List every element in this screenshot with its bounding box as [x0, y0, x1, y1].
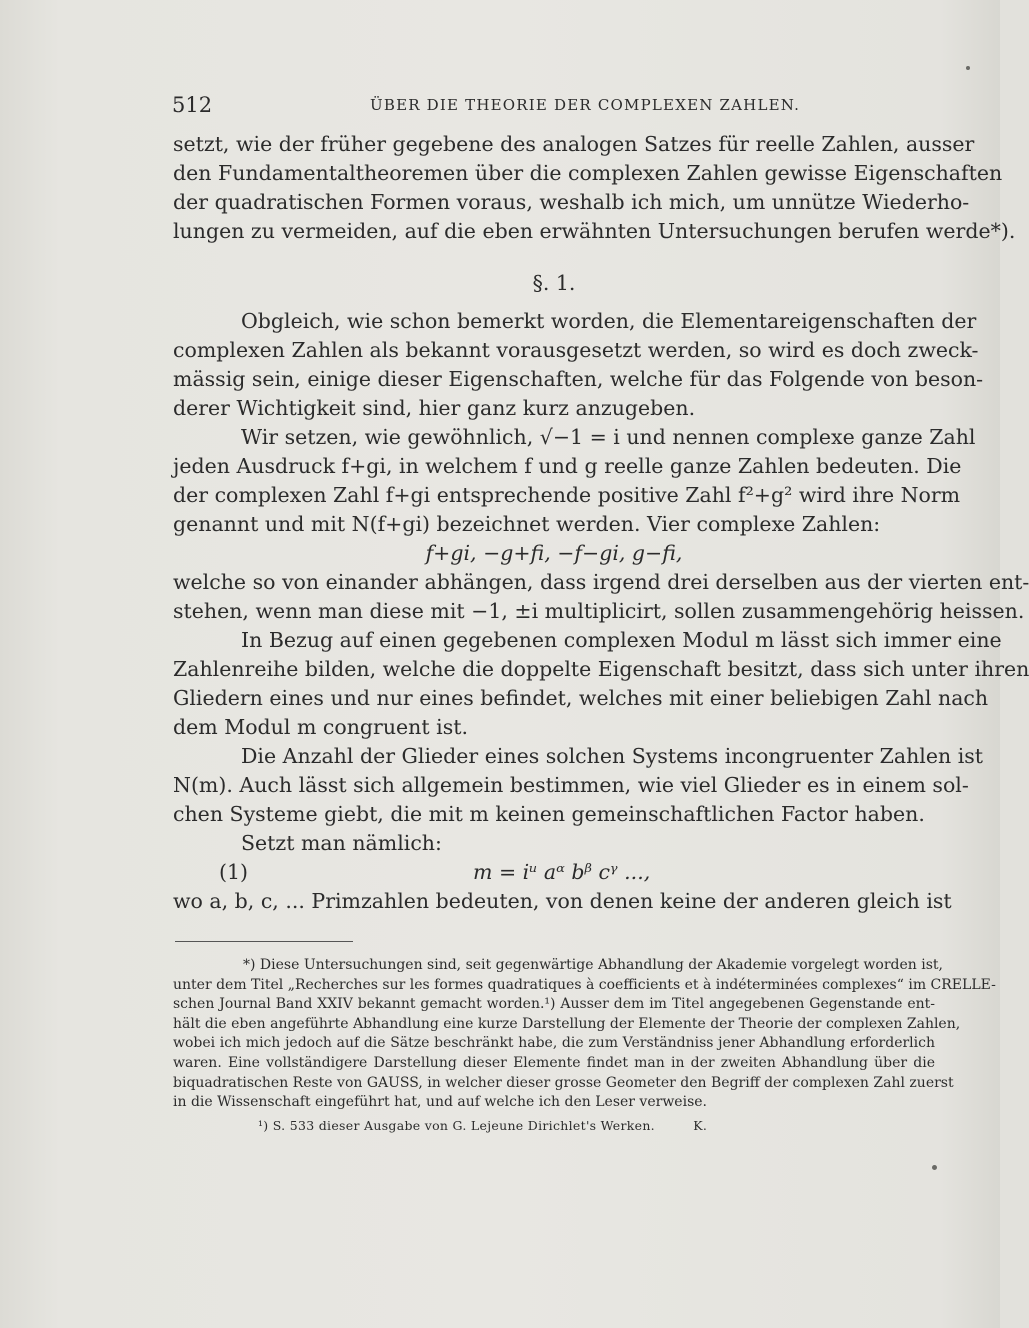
text-line: der quadratischen Formen voraus, weshalb ich mich, um unnütze Wiederho- — [173, 190, 970, 214]
paragraph-5 — [173, 742, 984, 829]
text-line: jeden Ausdruck f+gi, in welchem f und g reelle ganze Zahlen bedeuten. Die — [173, 454, 962, 478]
running-header — [172, 93, 937, 117]
text-line: Setzt man nämlich: — [241, 831, 442, 855]
footnote-line: in die Wissenschaft eingeführt hat, und auf welche ich den Leser verweise. — [173, 1094, 707, 1111]
footnote-line: schen Journal Band XXIV bekannt gemacht worden.¹) Ausser dem im Titel angegebenen Gegenstande ent- — [173, 996, 935, 1013]
page-number: 512 — [172, 93, 213, 117]
text-line: Die Anzahl der Glieder eines solchen Systems incongruenter Zahlen ist — [241, 744, 984, 768]
text-line: complexen Zahlen als bekannt vorausgesetzt werden, so wird es doch zweck- — [173, 338, 979, 362]
footnote-line: waren. Eine vollständigere Darstellung dieser Elemente findet man in der zweiten Abhandlung über die — [173, 1054, 935, 1071]
equation-expression: m = iᵘ aᵅ bᵝ cᵞ ..., — [473, 860, 651, 884]
section-heading: §. 1. — [532, 271, 576, 295]
text-line: lungen zu vermeiden, auf die eben erwähnten Untersuchungen berufen werde*). — [173, 219, 1016, 243]
text-line: derer Wichtigkeit sind, hier ganz kurz anzugeben. — [173, 396, 696, 420]
text-line: der complexen Zahl f+gi entsprechende positive Zahl f²+g² wird ihre Norm — [173, 483, 961, 507]
paragraph-1 — [173, 307, 984, 423]
equation-number: (1) — [219, 860, 249, 884]
scan-speck — [932, 1165, 937, 1170]
text-line: chen Systeme giebt, die mit m keinen gemeinschaftlichen Factor haben. — [173, 802, 925, 826]
text-line: den Fundamentaltheoremen über die complexen Zahlen gewisse Eigenschaften — [173, 161, 1003, 185]
scan-speck — [966, 66, 970, 70]
footnote-line: wobei ich mich jedoch auf die Sätze beschränkt habe, die zum Verständniss jener Abhandlung erforderlich — [173, 1035, 935, 1052]
text-line: N(m). Auch lässt sich allgemein bestimmen, wie viel Glieder es in einem sol- — [173, 773, 969, 797]
footnote-line: *) Diese Untersuchungen sind, seit gegenwärtige Abhandlung der Akademie vorgelegt worden ist, — [243, 957, 943, 973]
text-line: setzt, wie der früher gegebene des analogen Satzes für reelle Zahlen, ausser — [173, 132, 975, 156]
paragraph-3 — [173, 568, 1029, 626]
editor-signature: K. — [693, 1118, 708, 1133]
footnote-line: biquadratischen Reste von GAUSS, in welcher dieser grosse Geometer den Begriff der complexen Zahl zuerst — [173, 1074, 954, 1091]
text-line: welche so von einander abhängen, dass irgend drei derselben aus der vierten ent- — [173, 570, 1029, 594]
text-line: mässig sein, einige dieser Eigenschaften, welche für das Folgende von beson- — [173, 367, 984, 391]
paragraph-2 — [173, 423, 976, 539]
footnote-divider — [175, 941, 353, 942]
running-title: ÜBER DIE THEORIE DER COMPLEXEN ZAHLEN. — [370, 96, 801, 114]
display-formula: f+gi, −g+fi, −f−gi, g−fi, — [425, 541, 683, 565]
paragraph-intro — [173, 130, 1016, 246]
footnote — [173, 956, 996, 1113]
text-line: stehen, wenn man diese mit −1, ±i multiplicirt, sollen zusammengehörig heissen. — [173, 599, 1025, 623]
equation-1 — [173, 858, 935, 887]
editor-note — [258, 1118, 707, 1133]
text-line: dem Modul m congruent ist. — [173, 715, 468, 739]
text-line: Obgleich, wie schon bemerkt worden, die Elementareigenschaften der — [241, 309, 977, 333]
text-line: Gliedern eines und nur eines befindet, welches mit einer beliebigen Zahl nach — [173, 686, 989, 710]
text-line: genannt und mit N(f+gi) bezeichnet werden. Vier complexe Zahlen: — [173, 512, 881, 536]
paragraph-4 — [173, 626, 1029, 742]
text-line: Zahlenreihe bilden, welche die doppelte Eigenschaft besitzt, dass sich unter ihren — [173, 657, 1029, 681]
footnote-line: unter dem Titel „Recherches sur les formes quadratiques à coefficients et à indéterminées complexes“ im CRELLE- — [173, 976, 996, 993]
editor-note-text: ¹) S. 533 dieser Ausgabe von G. Lejeune Dirichlet's Werken. — [258, 1118, 655, 1133]
text-line: Wir setzen, wie gewöhnlich, √−1 = i und nennen complexe ganze Zahl — [241, 425, 976, 449]
main-text — [173, 130, 1029, 916]
footnote-line: hält die eben angeführte Abhandlung eine kurze Darstellung der Elemente der Theorie der complexen Zahlen, — [173, 1015, 961, 1032]
text-line: In Bezug auf einen gegebenen complexen Modul m lässt sich immer eine — [241, 628, 1002, 652]
text-line: wo a, b, c, ... Primzahlen bedeuten, von denen keine der anderen gleich ist — [173, 889, 952, 913]
